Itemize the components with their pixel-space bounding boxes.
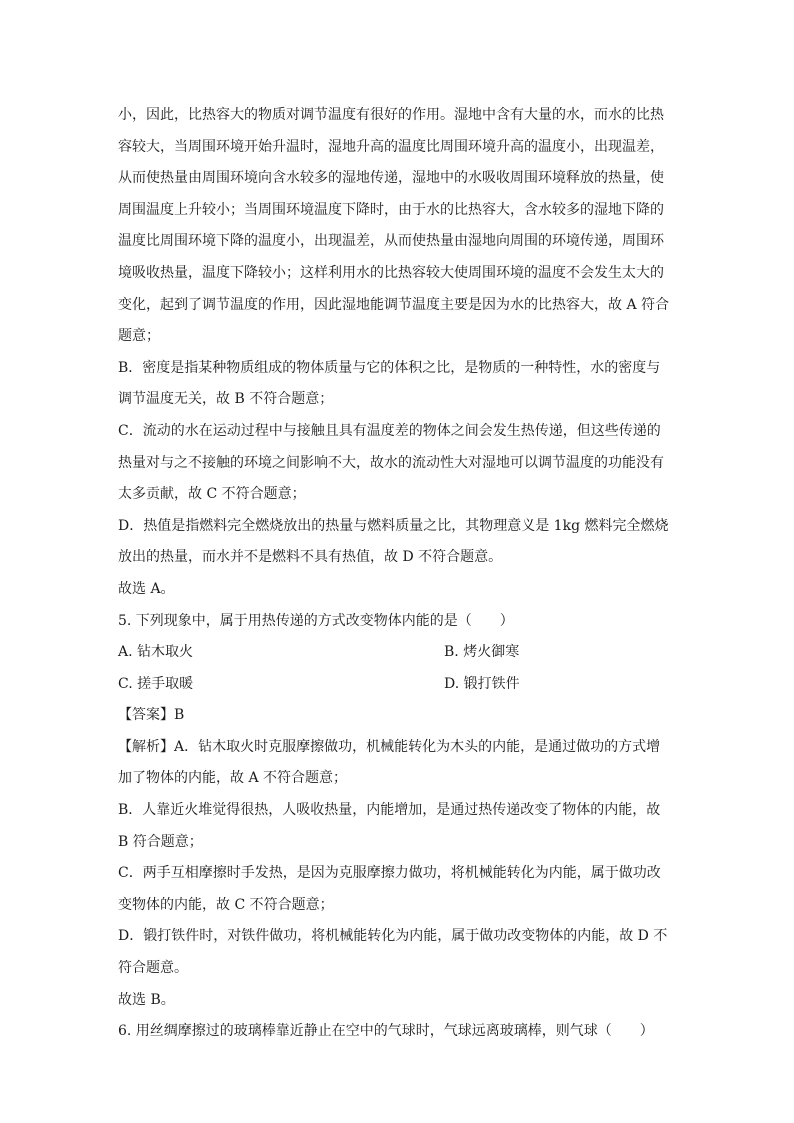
answer-line: 【答案】B [118,707,185,724]
text-line: D．锻打铁件时，对铁件做功，将机械能转化为内能，属于做功改变物体的内能，故 D 不 [118,928,668,945]
text-line: C．流动的水在运动过程中与接触且具有温度差的物体之间会发生热传递，但这些传递的 [118,422,661,439]
text-line: B 符合题意； [118,833,203,850]
analysis-line: 【解析】A．钻木取火时克服摩擦做功，机械能转化为木头的内能，是通过做功的方式增 [118,738,661,755]
option-c: C. 搓手取暖 [118,675,194,692]
text-line: C．两手互相摩擦时手发热，是因为克服摩擦力做功，将机械能转化为内能，属于做功改 [118,865,661,882]
question-5-stem: 5. 下列现象中，属于用热传递的方式改变物体内能的是（ ） [118,612,514,629]
text-line: 放出的热量，而水并不是燃料不具有热值，故 D 不符合题意。 [118,549,503,566]
option-b: B. 烤火御寒 [444,644,520,661]
text-line: 变化，起到了调节温度的作用，因此湿地能调节温度主要是因为水的比热容大，故 A 符合 [118,296,670,313]
question-5-options-row-2 [118,669,678,701]
text-line: 变物体的内能，故 C 不符合题意； [118,896,334,913]
text-line: 题意； [118,328,160,345]
option-d: D. 锻打铁件 [444,675,520,692]
text-line: 故选 A。 [118,580,175,597]
text-line: 从而使热量由周围环境向含水较多的湿地传递，湿地中的水吸收周围环境释放的热量，使 [118,170,664,187]
question-5-options-row-1 [118,637,678,669]
question-6-stem: 6. 用丝绸摩擦过的玻璃棒靠近静止在空中的气球时，气球远离玻璃棒，则气球（ ） [118,1023,654,1040]
text-line: 热量对与之不接触的环境之间影响不大，故水的流动性大对湿地可以调节温度的功能没有 [118,454,664,471]
document-body [118,100,678,1048]
option-a: A. 钻木取火 [118,644,194,661]
text-line: 加了物体的内能，故 A 不符合题意； [118,770,348,787]
text-line: 境吸收热量，温度下降较小；这样利用水的比热容较大使周围环境的温度不会发生太大的 [118,264,664,281]
text-line: 故选 B。 [118,991,175,1008]
text-line: 周围温度上升较小；当周围环境温度下降时，由于水的比热容大，含水较多的湿地下降的 [118,201,664,218]
text-line: B．人靠近火堆觉得很热，人吸收热量，内能增加，是通过热传递改变了物体的内能，故 [118,802,661,819]
text-line: 小，因此，比热容大的物质对调节温度有很好的作用。湿地中含有大量的水，而水的比热 [118,107,664,123]
text-line: 容较大，当周围环境开始升温时，湿地升高的温度比周围环境升高的温度小，出现温差， [118,138,664,155]
text-line: 符合题意。 [118,960,188,977]
text-line: B．密度是指某种物质组成的物体质量与它的体积之比，是物质的一种特性，水的密度与 [118,359,661,376]
text-line: 调节温度无关，故 B 不符合题意； [118,391,334,408]
text-line: 温度比周围环境下降的温度小，出现温差，从而使热量由湿地向周围的环境传递，周围环 [118,233,664,250]
text-line: D．热值是指燃料完全燃烧放出的热量与燃料质量之比，其物理意义是 1kg 燃料完全燃烧 [118,517,669,534]
text-line: 太多贡献，故 C 不符合题意； [118,486,306,503]
